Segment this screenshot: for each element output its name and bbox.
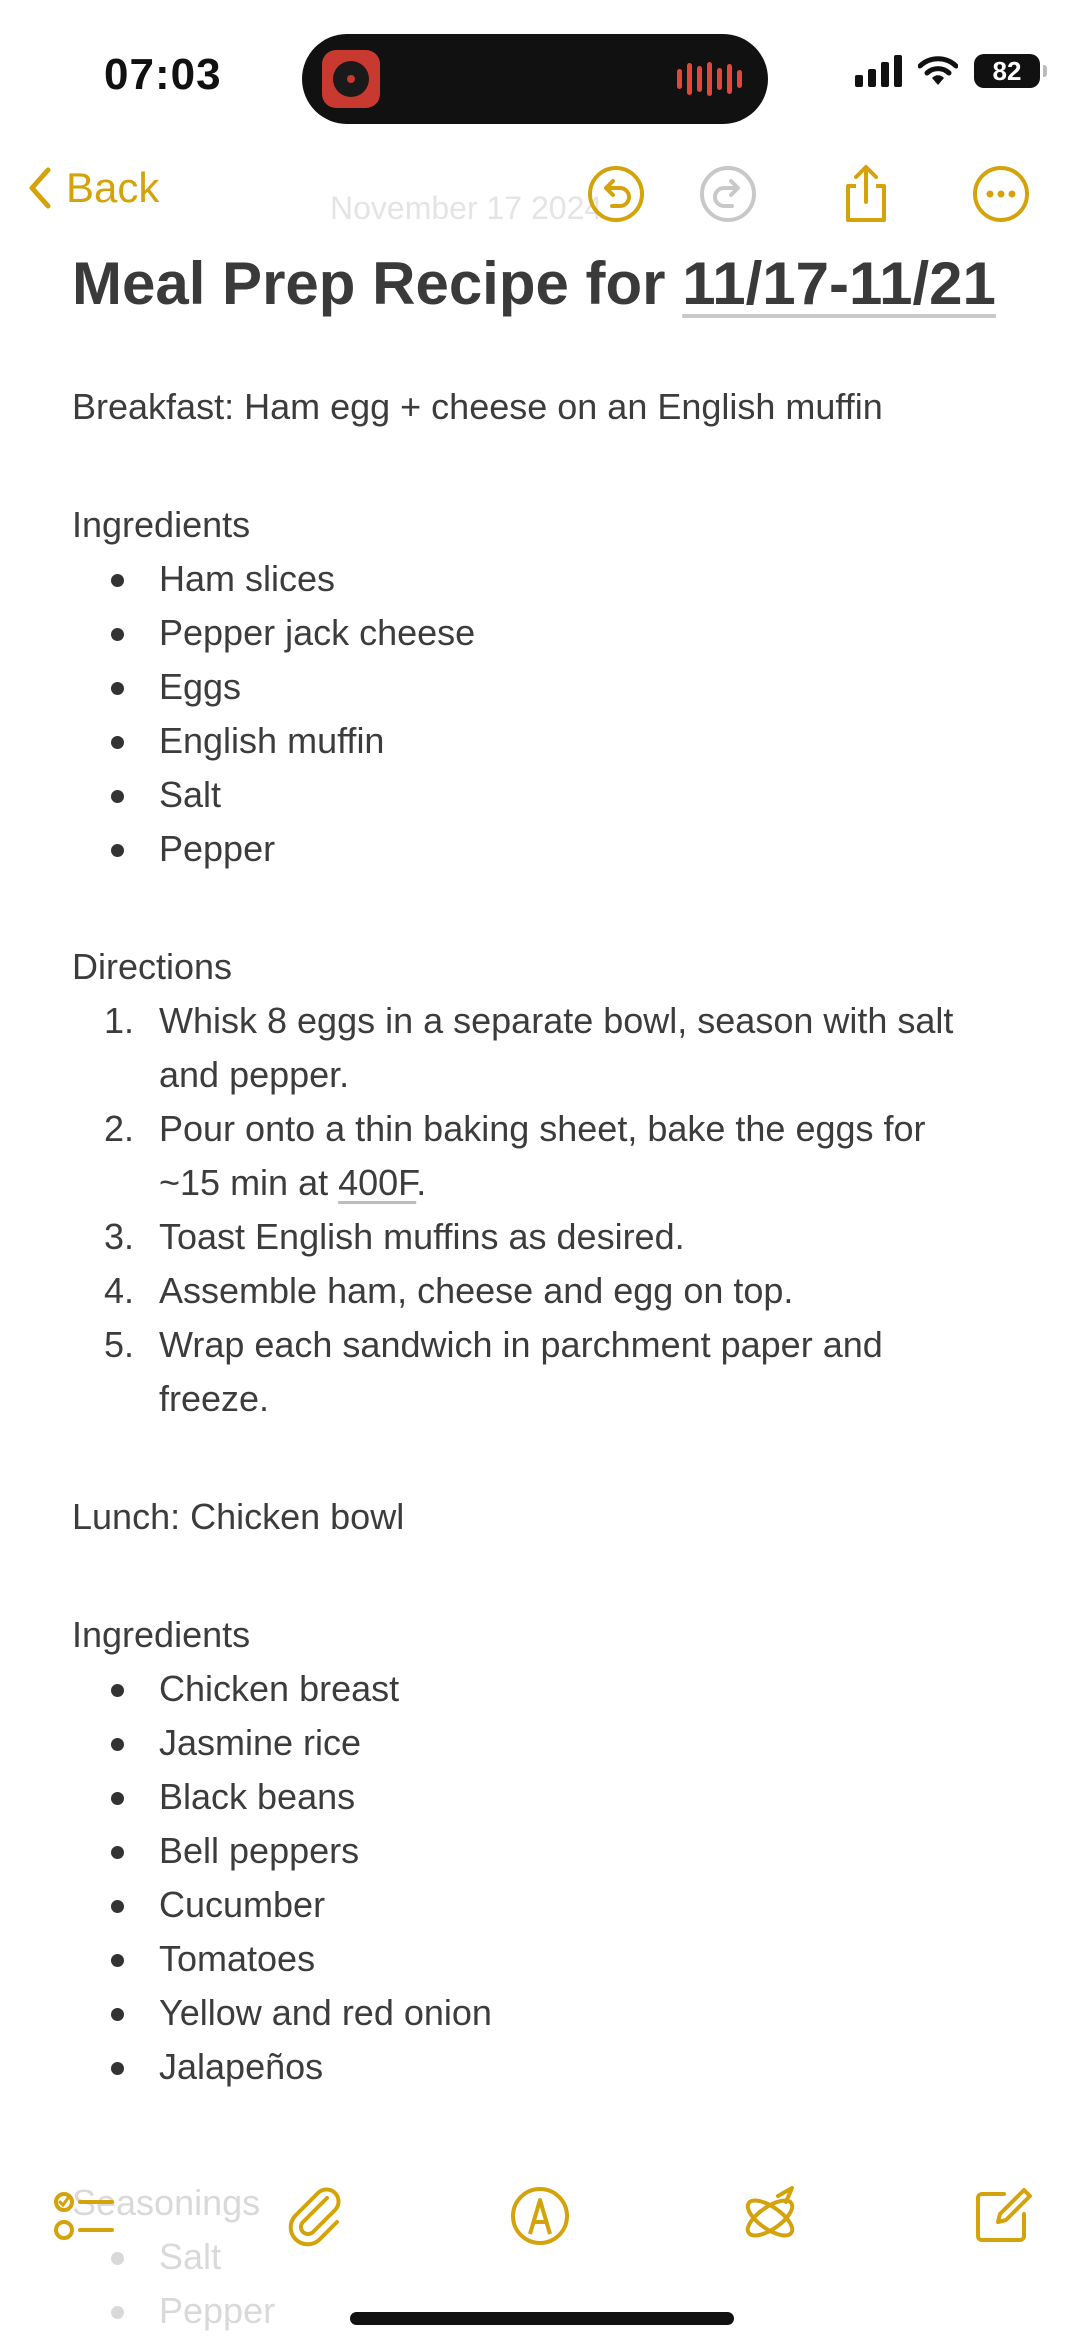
step-text: Toast English muffins as desired. <box>159 1216 685 1257</box>
step-text: Whisk 8 eggs in a separate bowl, season with salt <box>159 1000 954 1041</box>
compose-icon[interactable] <box>970 2184 1034 2248</box>
breakfast-ingredients-label: Ingredients <box>72 504 251 545</box>
back-label: Back <box>66 164 160 211</box>
back-button[interactable] <box>28 164 159 212</box>
list-item: Jalapeños <box>72 2040 1032 2094</box>
paperclip-icon[interactable] <box>283 2184 347 2248</box>
list-item <box>72 1102 1032 1210</box>
share-icon[interactable] <box>836 164 896 224</box>
step-text: Pour onto a thin baking sheet, bake the eggs for <box>159 1108 926 1149</box>
navigation-bar <box>0 150 1080 240</box>
wifi-icon <box>918 55 958 87</box>
step-number: 3. <box>104 1216 135 1257</box>
temperature-link[interactable]: 400F <box>338 1162 417 1203</box>
list-item: Ham slices <box>72 552 1032 606</box>
note-title-date[interactable]: 11/17-11/21 <box>682 250 996 317</box>
home-indicator[interactable] <box>350 2312 734 2325</box>
list-item: Chicken breast <box>72 1662 1032 1716</box>
directions-label: Directions <box>72 946 233 987</box>
lunch-ingredients-list <box>72 1662 1032 2094</box>
directions-list <box>72 994 1032 1426</box>
step-number: 5. <box>104 1324 135 1365</box>
note-title[interactable] <box>72 248 1032 320</box>
step-number: 4. <box>104 1270 135 1311</box>
status-bar <box>0 0 1080 150</box>
list-item <box>72 994 1032 1102</box>
list-item: Pepper <box>72 2284 1032 2338</box>
list-item: Salt <box>72 768 1032 822</box>
step-text: and pepper. <box>159 1054 350 1095</box>
lunch-ingredients-label: Ingredients <box>72 1614 251 1655</box>
status-indicators <box>855 54 1040 88</box>
status-time: 07:03 <box>104 50 222 99</box>
step-text: ~15 min at <box>159 1162 339 1203</box>
list-item: Salt <box>72 2230 1032 2284</box>
undo-icon[interactable] <box>586 164 646 224</box>
note-date-header: November 17 2024 <box>330 190 603 226</box>
list-item: Yellow and red onion <box>72 1986 1032 2040</box>
list-item <box>72 1264 1032 1318</box>
dynamic-island[interactable] <box>302 34 768 124</box>
list-item: Bell peppers <box>72 1824 1032 1878</box>
checklist-icon[interactable] <box>52 2184 116 2248</box>
note-title-text: Meal Prep Recipe for <box>72 250 683 317</box>
step-text: Wrap each sandwich in parchment paper and <box>159 1324 883 1365</box>
breakfast-heading: Breakfast: Ham egg + cheese on an English muffin <box>72 386 883 427</box>
more-icon[interactable] <box>971 164 1031 224</box>
list-item: Eggs <box>72 660 1032 714</box>
list-item: Pepper jack cheese <box>72 606 1032 660</box>
list-item: English muffin <box>72 714 1032 768</box>
list-item: Black beans <box>72 1770 1032 1824</box>
step-text: . <box>416 1162 427 1203</box>
list-item: Tomatoes <box>72 1932 1032 1986</box>
markup-pen-icon[interactable] <box>508 2184 572 2248</box>
battery-icon: 82 <box>974 54 1040 88</box>
step-number: 1. <box>104 1000 135 1041</box>
lunch-heading: Lunch: Chicken bowl <box>72 1496 405 1537</box>
writing-tools-icon[interactable] <box>738 2184 802 2248</box>
breakfast-ingredients-list <box>72 552 1032 876</box>
now-playing-app-icon[interactable] <box>322 50 380 108</box>
bottom-toolbar <box>0 2170 1080 2260</box>
list-item <box>72 1210 1032 1264</box>
step-number: 2. <box>104 1108 135 1149</box>
note-body[interactable] <box>72 248 1032 2094</box>
redo-icon[interactable] <box>698 164 758 224</box>
cellular-signal-icon <box>855 55 902 87</box>
list-item: Cucumber <box>72 1878 1032 1932</box>
seasonings-label: Seasonings <box>72 2182 261 2223</box>
step-text: freeze. <box>159 1378 270 1419</box>
list-item: Pepper <box>72 822 1032 876</box>
chevron-left-icon <box>28 166 52 210</box>
audio-waveform-icon <box>677 62 742 96</box>
step-text: Assemble ham, cheese and egg on top. <box>159 1270 794 1311</box>
list-item: Jasmine rice <box>72 1716 1032 1770</box>
list-item <box>72 1318 1032 1426</box>
